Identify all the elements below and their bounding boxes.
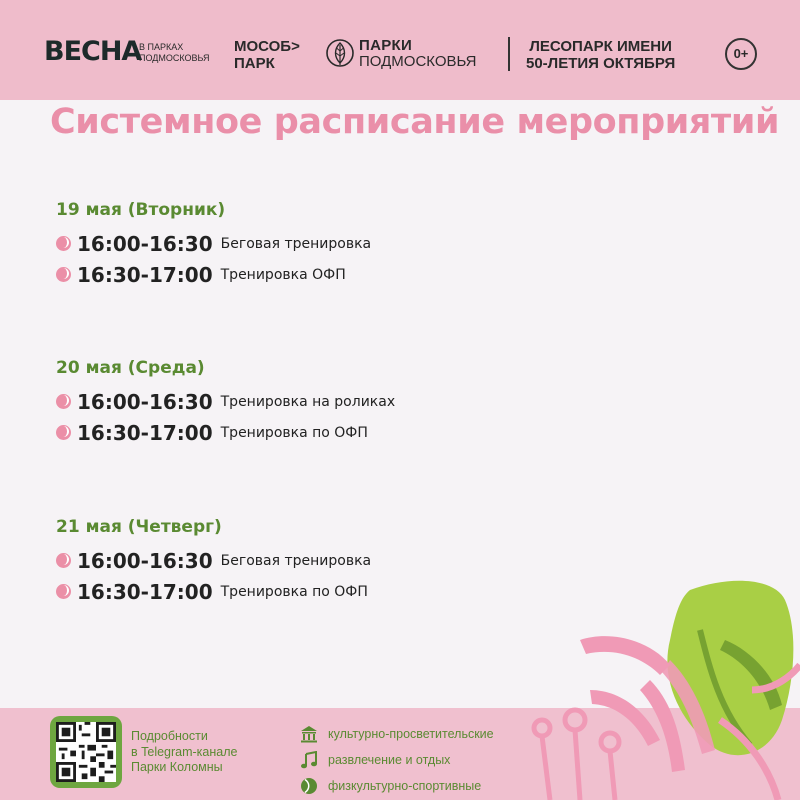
event-row [56,386,395,417]
ball-icon [56,236,71,251]
leaf-icon [326,38,354,68]
parki-podmoskovya-logo [359,38,477,70]
legend-label: физкультурно-спортивные [328,779,482,793]
event-name: Тренировка по ОФП [220,583,368,600]
event-name: Беговая тренировка [220,552,372,569]
event-time: 16:00-16:30 [77,548,213,573]
museum-icon [300,725,318,743]
day-date: 21 мая (Четверг) [56,517,222,537]
schedule-day [56,358,395,448]
vesna-logo-subtitle [139,42,229,64]
legend-item-entertainment [300,747,494,773]
lesopark-line2: 50-ЛЕТИЯ ОКТЯБРЯ [526,55,676,72]
event-row [56,545,371,576]
page-title: Системное расписание мероприятий [50,102,780,142]
event-row [56,576,371,607]
vesna-sub-line2: ПОДМОСКОВЬЯ [139,53,210,63]
parki-line2: ПОДМОСКОВЬЯ [359,53,477,70]
lesopark-name [526,38,675,72]
parki-line1: ПАРКИ [359,37,413,54]
ball-icon [56,553,71,568]
ball-icon [56,584,71,599]
day-date: 19 мая (Вторник) [56,200,226,220]
legend-item-sports [300,773,494,799]
vesna-sub-line1: В ПАРКАХ [139,42,184,52]
schedule-day [56,200,371,290]
mosobl-line1: МОСОБ> [234,38,300,55]
event-name: Тренировка ОФП [220,266,346,283]
ball-icon [56,394,71,409]
event-row [56,417,395,448]
ball-icon [300,777,318,795]
info-line1: Подробности [131,729,208,743]
event-row [56,228,371,259]
mosobl-line2: ПАРК [234,55,275,72]
ball-icon [56,425,71,440]
info-line2: в Telegram-канале [131,744,238,759]
event-name: Беговая тренировка [220,235,372,252]
event-time: 16:30-17:00 [77,579,213,604]
event-name: Тренировка по ОФП [220,424,368,441]
event-name: Тренировка на роликах [220,393,396,410]
event-time: 16:00-16:30 [77,389,213,414]
category-legend [300,721,494,799]
mosoblpark-logo [234,38,300,72]
legend-label: культурно-просветительские [328,727,494,741]
info-line3: Парки Коломны [131,760,223,774]
vesna-logo: ВЕСНА [44,36,142,67]
age-rating-badge: 0+ [725,38,757,70]
legend-item-cultural [300,721,494,747]
header-divider [508,37,510,71]
event-time: 16:30-17:00 [77,262,213,287]
qr-code-icon [56,722,116,782]
event-time: 16:00-16:30 [77,231,213,256]
plant-decoration [520,570,800,800]
lesopark-line1: ЛЕСОПАРК ИМЕНИ [529,38,672,55]
ball-icon [56,267,71,282]
music-note-icon [300,751,318,769]
schedule-day [56,517,371,607]
event-row [56,259,371,290]
telegram-info [131,729,237,776]
legend-label: развлечение и отдых [328,753,451,767]
day-date: 20 мая (Среда) [56,358,205,378]
event-time: 16:30-17:00 [77,420,213,445]
qr-code[interactable] [50,716,122,788]
